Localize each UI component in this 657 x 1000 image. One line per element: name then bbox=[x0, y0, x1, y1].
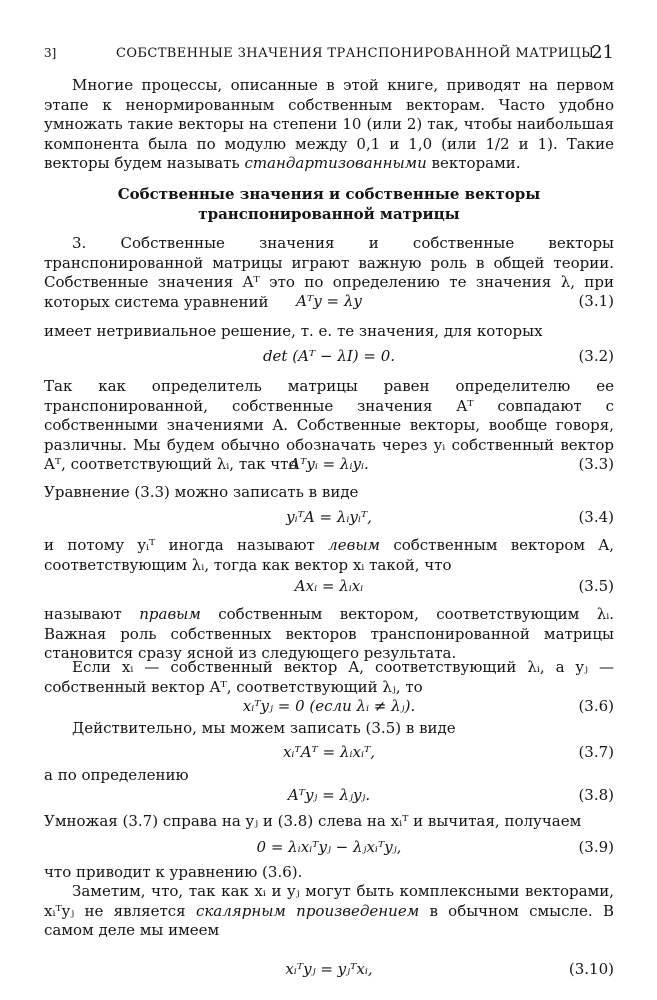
equation-number: (3.7) bbox=[578, 743, 614, 761]
equation-number: (3.3) bbox=[578, 455, 614, 473]
equation-number: (3.8) bbox=[578, 786, 614, 804]
paragraph-multiply: Умножая (3.7) справа на yⱼ и (3.8) слева на xᵢᵀ и вычитая, получаем bbox=[44, 812, 582, 830]
text-after-3-3: Уравнение (3.3) можно записать в виде bbox=[44, 483, 359, 501]
equation-number: (3.2) bbox=[578, 347, 614, 365]
equation-formula: Axᵢ = λᵢxᵢ bbox=[294, 577, 364, 595]
text-after-3-4-b: собственным вектором A, соответствующим λᵢ, тогда как вектор xᵢ такой, что bbox=[44, 536, 614, 574]
equation-number: (3.5) bbox=[578, 577, 614, 595]
text-after-3-5 bbox=[44, 605, 614, 664]
text-after-3-9: что приводит к уравнению (3.6). bbox=[44, 863, 303, 881]
equation-formula: 0 = λᵢxᵢᵀyⱼ − λⱼxᵢᵀyⱼ, bbox=[256, 838, 402, 856]
emphasis-right: правым bbox=[139, 605, 201, 623]
intro-tail: векторами. bbox=[426, 154, 521, 172]
running-header bbox=[44, 42, 614, 66]
intro-emphasis: стандартизованными bbox=[244, 154, 427, 172]
text-after-3-4 bbox=[44, 536, 614, 575]
page-number: 21 bbox=[591, 42, 614, 63]
equation-formula: xᵢᵀAᵀ = λᵢxᵢᵀ, bbox=[282, 743, 376, 761]
equation-number: (3.10) bbox=[568, 960, 614, 978]
equation-3-10 bbox=[44, 960, 614, 982]
text-after-3-5-a: называют bbox=[44, 605, 140, 623]
equation-number: (3.4) bbox=[578, 508, 614, 526]
intro-paragraph bbox=[44, 76, 614, 174]
equation-number: (3.9) bbox=[578, 838, 614, 856]
equation-formula: xᵢᵀyⱼ = 0 (если λᵢ ≠ λⱼ). bbox=[242, 697, 416, 715]
equation-formula: Aᵀy = λy bbox=[296, 292, 362, 310]
paragraph-indeed: Действительно, мы можем записать (3.5) в виде bbox=[72, 719, 456, 737]
equation-formula: Aᵀyᵢ = λᵢyᵢ. bbox=[289, 455, 369, 473]
note-text-a: Заметим, что, так как xᵢ и yⱼ могут быть комплексными векторами, xᵢᵀyⱼ не является bbox=[44, 882, 614, 920]
paragraph-if: Если xᵢ — собственный вектор A, соответствующий λᵢ, а yⱼ — собственный вектор Aᵀ, соответствующий λⱼ, то bbox=[44, 658, 614, 696]
text-after-3-4-a: и потому yᵢᵀ иногда называют bbox=[44, 536, 329, 554]
equation-formula: Aᵀyⱼ = λⱼyⱼ. bbox=[287, 786, 371, 804]
equation-number: (3.1) bbox=[578, 292, 614, 310]
paragraph-3: 3. Собственные значения и собственные векторы транспонированной матрицы играют важную роль в общей теории. Собственные значения Aᵀ это по определению те значения λ, при которых система уравнений bbox=[44, 234, 614, 311]
intro-text: Многие процессы, описанные в этой книге, приводят на первом этапе к ненормированным собственным векторам. Часто удобно умножать такие векторы на степени 10 (или 2) так, чтобы наибольшая компонента была по модулю между 0,1 и 1,0 (или 1/2 и 1). Такие векторы будем называть bbox=[44, 76, 614, 172]
note-text-b: в обычном смысле. В самом деле мы имеем bbox=[44, 901, 614, 939]
equation-3-5 bbox=[44, 577, 614, 599]
paragraph-note bbox=[44, 882, 614, 941]
equation-3-6 bbox=[44, 697, 614, 719]
equation-3-2 bbox=[44, 347, 614, 369]
equation-formula: det (Aᵀ − λI) = 0. bbox=[262, 347, 396, 365]
text-after-3-5-b: собственным вектором, соответствующим λᵢ. Важная роль собственных векторов транспонированной матрицы становится сразу ясной из следующего результата. bbox=[44, 605, 614, 662]
emphasis-left: левым bbox=[328, 536, 380, 554]
text-after-3-1: имеет нетривиальное решение, т. е. те значения, для которых bbox=[44, 322, 543, 340]
running-title: СОБСТВЕННЫЕ ЗНАЧЕНИЯ ТРАНСПОНИРОВАННОЙ МАТРИЦЫ bbox=[116, 46, 595, 61]
equation-3-7 bbox=[44, 743, 614, 765]
equation-3-3 bbox=[44, 455, 614, 477]
equation-3-1 bbox=[44, 292, 614, 314]
section-heading-line-1: Собственные значения и собственные векторы bbox=[117, 185, 541, 203]
equation-3-4 bbox=[44, 508, 614, 530]
emphasis-scalar-product: скалярным произведением bbox=[195, 901, 420, 920]
equation-3-8 bbox=[44, 786, 614, 808]
equation-number: (3.6) bbox=[578, 697, 614, 715]
equation-3-9 bbox=[44, 838, 614, 860]
section-heading-line-2: транспонированной матрицы bbox=[198, 205, 460, 223]
paragraph-determinant: Так как определитель матрицы равен определителю ее транспонированной, собственные значения Aᵀ совпадают с собственными значениями A. Собственные векторы, вообще говоря, различны. Мы будем обычно обозначать через yᵢ собственный вектор Aᵀ, соответствующий λᵢ, так что bbox=[44, 377, 614, 473]
text-after-3-7: а по определению bbox=[44, 766, 189, 784]
section-marker: 3] bbox=[44, 46, 57, 60]
equation-formula: xᵢᵀyⱼ = yⱼᵀxᵢ, bbox=[285, 960, 373, 978]
equation-formula: yᵢᵀA = λᵢyᵢᵀ, bbox=[286, 508, 372, 526]
